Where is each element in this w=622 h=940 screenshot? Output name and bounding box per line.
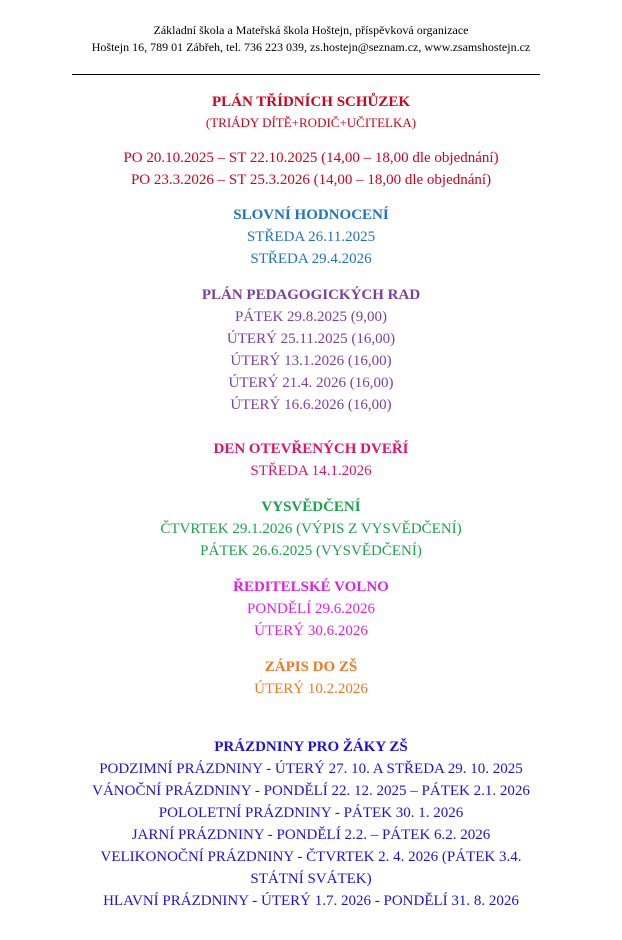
section-title: PLÁN PEDAGOGICKÝCH RAD <box>201 287 421 303</box>
list-item: PO 20.10.2025 – ST 22.10.2025 (14,00 – 18,00 dle objednání) <box>123 150 499 166</box>
list-item: STÁTNÍ SVÁTEK) <box>250 871 372 887</box>
section-title: ZÁPIS DO ZŠ <box>264 659 358 675</box>
list-item: ÚTERÝ 30.6.2026 <box>254 623 368 639</box>
list-item: ÚTERÝ 13.1.2026 (16,00) <box>230 353 392 369</box>
list-item: ÚTERÝ 10.2.2026 <box>254 681 368 697</box>
letterhead-contact: Hoštejn 16, 789 01 Zábřeh, tel. 736 223 039, zs.hostejn@seznam.cz, www.zsamshostejn.cz <box>91 40 531 54</box>
section-volno <box>0 576 622 642</box>
section-title: ŘEDITELSKÉ VOLNO <box>233 579 389 595</box>
letterhead <box>0 22 622 56</box>
list-item: ÚTERÝ 21.4. 2026 (16,00) <box>228 375 394 391</box>
section-title: PRÁZDNINY PRO ŽÁKY ZŠ <box>214 739 408 755</box>
list-item: STŘEDA 26.11.2025 <box>246 229 376 245</box>
section-subtitle: (TRIÁDY DÍTĚ+RODIČ+UČITELKA) <box>205 115 417 130</box>
list-item: ČTVRTEK 29.1.2026 (VÝPIS Z VYSVĚDČENÍ) <box>160 521 462 537</box>
list-item: ÚTERÝ 25.11.2025 (16,00) <box>226 331 396 347</box>
list-item: HLAVNÍ PRÁZDNINY - ÚTERÝ 1.7. 2026 - PONDĚLÍ 31. 8. 2026 <box>103 893 519 909</box>
section-zapis <box>0 656 622 700</box>
list-item: STŘEDA 14.1.2026 <box>250 463 372 479</box>
list-item: VELIKONOČNÍ PRÁZDNINY - ČTVRTEK 2. 4. 2026 (PÁTEK 3.4. <box>100 849 522 865</box>
section-title: VYSVĚDČENÍ <box>261 499 361 515</box>
section-schuzky <box>0 91 622 191</box>
list-item: PÁTEK 29.8.2025 (9,00) <box>234 309 388 325</box>
section-prazdniny <box>0 736 622 912</box>
list-item: JARNÍ PRÁZDNINY - PONDĚLÍ 2.2. – PÁTEK 6.2. 2026 <box>131 827 491 843</box>
section-rady <box>0 284 622 416</box>
section-title: DEN OTEVŘENÝCH DVEŘÍ <box>213 441 409 457</box>
list-item: POLOLETNÍ PRÁZDNINY - PÁTEK 30. 1. 2026 <box>158 805 464 821</box>
list-item: ÚTERÝ 16.6.2026 (16,00) <box>230 397 392 413</box>
list-item: PÁTEK 26.6.2025 (VYSVĚDČENÍ) <box>200 543 422 559</box>
section-title: PLÁN TŘÍDNÍCH SCHŮZEK <box>211 94 411 110</box>
list-item: STŘEDA 29.4.2026 <box>250 251 372 267</box>
letterhead-school-name: Základní škola a Mateřská škola Hoštejn, příspěvková organizace <box>153 23 469 37</box>
section-dod <box>0 438 622 482</box>
header-divider <box>72 74 540 75</box>
list-item: PONDĚLÍ 29.6.2026 <box>247 601 375 617</box>
list-item: VÁNOČNÍ PRÁZDNINY - PONDĚLÍ 22. 12. 2025 – PÁTEK 2.1. 2026 <box>92 783 530 799</box>
list-item: PO 23.3.2026 – ST 25.3.2026 (14,00 – 18,00 dle objednání) <box>130 172 492 188</box>
section-title: SLOVNÍ HODNOCENÍ <box>233 207 389 223</box>
list-item: PODZIMNÍ PRÁZDNINY - ÚTERÝ 27. 10. A STŘEDA 29. 10. 2025 <box>99 761 523 777</box>
section-vysvedceni <box>0 496 622 562</box>
section-hodnoceni <box>0 204 622 270</box>
